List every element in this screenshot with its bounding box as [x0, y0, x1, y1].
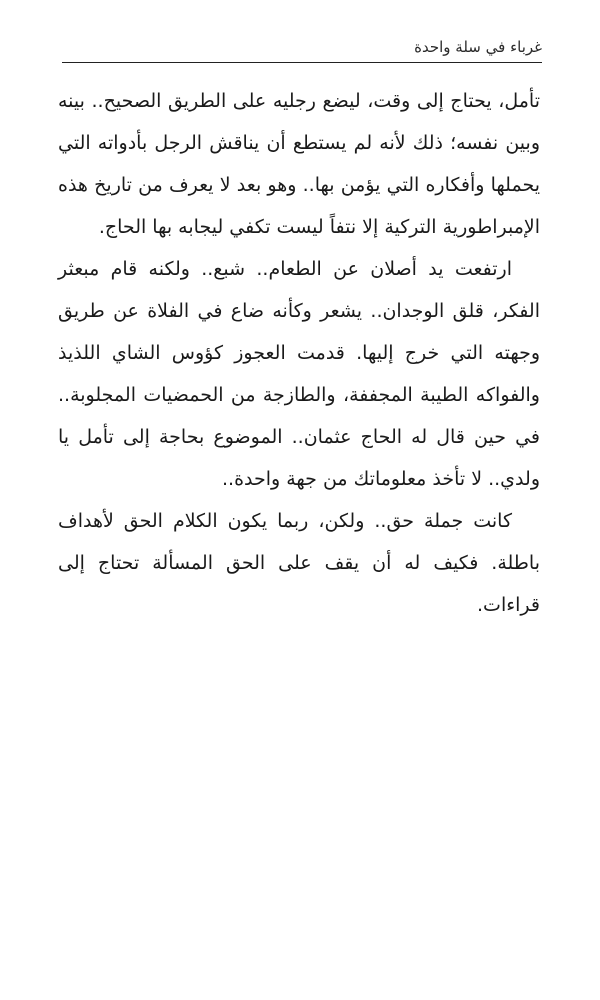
- paragraph-aslan-meal: ارتفعت يد أصلان عن الطعام.. شبع.. ولكنه قام مبعثر الفكر، قلق الوجدان.. يشعر وكأنه ضاع في الفلاة عن طريق وجهته التي خرج إليها. قدمت العجوز كؤوس الشاي اللذيذ والفواكه الطيبة المجففة، والطازجة من الحمضيات المجلوبة.. في حين قال له الحاج عثمان.. الموضوع بحاجة إلى تأمل يا ولدي.. لا تأخذ معلوماتك من جهة واحدة..: [58, 258, 540, 490]
- running-header-title: غرباء في سلة واحدة: [414, 38, 542, 56]
- paragraph-continuation: تأمل، يحتاج إلى وقت، ليضع رجليه على الطريق الصحيح.. بينه وبين نفسه؛ ذلك لأنه لم يستطع أن يناقش الرجل بأدواته التي يحملها وأفكاره التي يؤمن بها.. وهو بعد لا يعرف من تاريخ هذه الإمبراطورية التركية إلا نتفاً ليست تكفي ليجابه بها الحاج.: [58, 90, 540, 238]
- body-text: [58, 80, 540, 626]
- paragraph-truth: كانت جملة حق.. ولكن، ربما يكون الكلام الحق لأهداف باطلة. فكيف له أن يقف على الحق المسألة تحتاج إلى قراءات.: [58, 510, 540, 616]
- running-header: [62, 34, 542, 63]
